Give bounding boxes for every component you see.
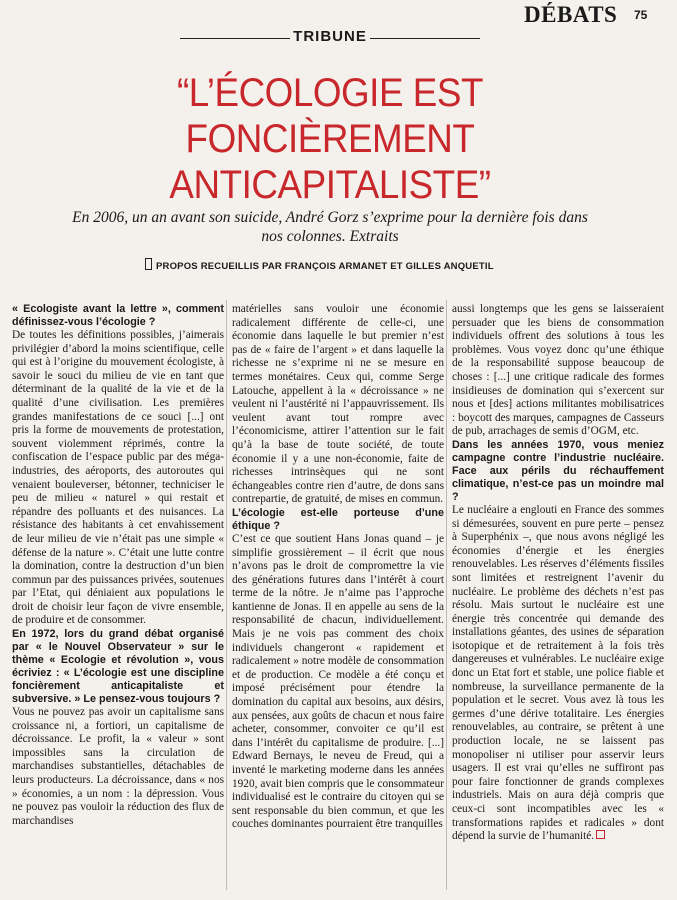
page-header (0, 0, 677, 30)
interview-answer: aussi longtemps que les gens se laisseraient persuader que les biens de consommation individuels offrent des solutions à tous les problèmes. Vous voyez donc qu’une éthique de la responsabilité suppose beaucoup de choses : [...] une critique radicale des formes insidieuses de domination qui s’exercent sur nous et [des] actions militantes mobilisatrices : boycott des marques, campagnes de Casseurs de pub, arrachages de semis d’OGM, etc. (452, 303, 664, 438)
text-column-1 (12, 303, 224, 828)
article-title: “L’ÉCOLOGIE EST FONCIÈREMENT ANTICAPITALISTE” (169, 71, 491, 207)
section-name: DÉBATS (524, 2, 618, 27)
kicker-block (180, 28, 480, 48)
page-number: 75 (634, 8, 648, 22)
column-divider (446, 300, 447, 890)
interview-question: Dans les années 1970, vous meniez campagne contre l’industrie nucléaire. Face aux périls du réchauffement climatique, n’est-ce pas un moindre mal ? (452, 438, 664, 503)
interview-answer: De toutes les définitions possibles, j’aimerais privilégier d’abord la moins scientifique, celle qui est à l’origine du mouvement écologiste, à savoir le souci du milieu de vie en tant que déterminant de la qualité de la vie et de la qualité d’une civilisation. Les premières grandes manifestations de ce souci [...] ont pris la forme de mouvements de protestation, souvent violemment réprimés, contre la confiscation de l’espace public par des méga-industries, des aéroports, des autoroutes qui venaient bouleverser, bétonner, techniciser le peu de milieu « naturel » qui restait et répandre des polluants et des nuisances. La résistance des habitants à cet envahissement de leur milieu de vie n’était pas une simple « défense de la nature ». C’était une lutte contre la domination, contre la destruction d’un bien commun par des puissances privées, soutenues par l’Etat, qui déniaient aux populations le droit de choisir leur façon de vivre ensemble, de produire et de consommer. (12, 329, 224, 627)
interview-answer: C’est ce que soutient Hans Jonas quand – je simplifie grossièrement – il écrit que nous n’avons pas le droit de compromettre la vie des générations futures dans l’intérêt à court terme de la nôtre. Je n’aime pas l’approche kantienne de Jonas. Il en appelle au sens de la responsabilité de chacun, individuellement. Mais je ne vois pas comment des choix individuels changeront « rapidement et radicalement » notre modèle de consommation et de production. Ce modèle a été conçu et imposé précisément pour étendre la domination du capital aux besoins, aux désirs, aux pensées, aux goûts de chacun et nous faire acheter, consommer, convoiter ce qu’il est dans l’intérêt du capitalisme de produire. [...] Edward Bernays, le neveu de Freud, qui a inventé le marketing moderne dans les années 1920, avait bien compris que le consommateur individualisé est le contraire du citoyen qui se sent responsable du bien commun, et que les couches dominantes pourraient être tranquilles (232, 532, 444, 831)
text-column-2 (232, 303, 444, 832)
interview-question: En 1972, lors du grand débat organisé par « le Nouvel Observateur » sur le thème « Ecologie et révolution », vous écriviez : « L’écologie est une discipline foncièrement anticapitaliste et subversive. » Le pensez-vous toujours ? (12, 628, 224, 706)
kicker-label: TRIBUNE (293, 28, 367, 45)
interview-answer-text: Le nucléaire a englouti en France des sommes si démesurées, souvent en pure perte – pensez à Superphénix –, que nous avons négligé les économies d’énergie et les énergies renouvelables. Les réserves d’éléments fissiles sont limitées et restreignent l’avenir du nucléaire. Le problème des déchets n’est pas résolu. Mais surtout le nucléaire est une énergie très concentrée qui demande des installations géantes, des usines de séparation isotopique et de retraitement à la fois très dangereuses et vulnérables. Le nucléaire exige donc un Etat fort et stable, une police fiable et nombreuse, la surveillance permanente de la population et le secret. Vous avez là tous les germes d’une dérive totalitaire. Les énergies renouvelables, au contraire, se prêtent à une production locale, ne se laissent pas monopoliser ni utiliser pour asservir leurs usagers. Il est vrai qu’elles ne suffiront pas pour faire fonctionner de grands complexes industriels. Mais on aura déjà compris que ceux-ci sont incompatibles avec les « transformations rapides et radicales » dont dépend la survie de l’humanité. (452, 503, 664, 843)
interview-question: « Ecologiste avant la lettre », comment définissez-vous l’écologie ? (12, 303, 224, 328)
kicker-rule-left (180, 38, 290, 39)
article-standfirst: En 2006, un an avant son suicide, André Gorz s’exprime pour la dernière fois dans nos colonnes. Extraits (72, 209, 588, 245)
byline-text: PROPOS RECUEILLIS PAR FRANÇOIS ARMANET ET GILLES ANQUETIL (156, 261, 494, 272)
kicker-rule-right (370, 38, 480, 39)
byline-bracket-icon (145, 258, 152, 270)
text-column-3 (452, 303, 664, 844)
interview-answer: Vous ne pouvez pas avoir un capitalisme sans croissance ni, a fortiori, un capitalisme de décroissance. Le profit, la « valeur » sont impossibles sans la circulation de marchandises substantielles, détachables de leurs producteurs. La décroissance, dans « nos » économies, a un nom : la dépression. Vous ne pouvez pas vouloir la réduction des flux de marchandises (12, 706, 224, 827)
column-divider (226, 300, 227, 890)
interview-answer: matérielles sans vouloir une économie radicalement différente de celle-ci, une économie dans laquelle le but premier n’est pas de « faire de l’argent » et dans laquelle la richesse ne s’exprime ni ne se mesure en termes monétaires. Ceux qui, comme Serge Latouche, appellent à la « décroissance » ne veulent ni l’austérité ni l’appauvrissement. Ils veulent avant tout rompre avec l’économicisme, attirer l’attention sur le fait qu’à la base de toute société, de toute économie il y a une non-économie, faite de richesses intrinsèques qui ne sont échangeables contre rien d’autre, de dons sans contrepartie, de gratuité, de mises en commun. (232, 303, 444, 506)
interview-answer (452, 504, 664, 844)
article-byline (145, 258, 545, 272)
end-of-article-icon (596, 830, 605, 839)
interview-question: L’écologie est-elle porteuse d’une éthique ? (232, 506, 444, 532)
